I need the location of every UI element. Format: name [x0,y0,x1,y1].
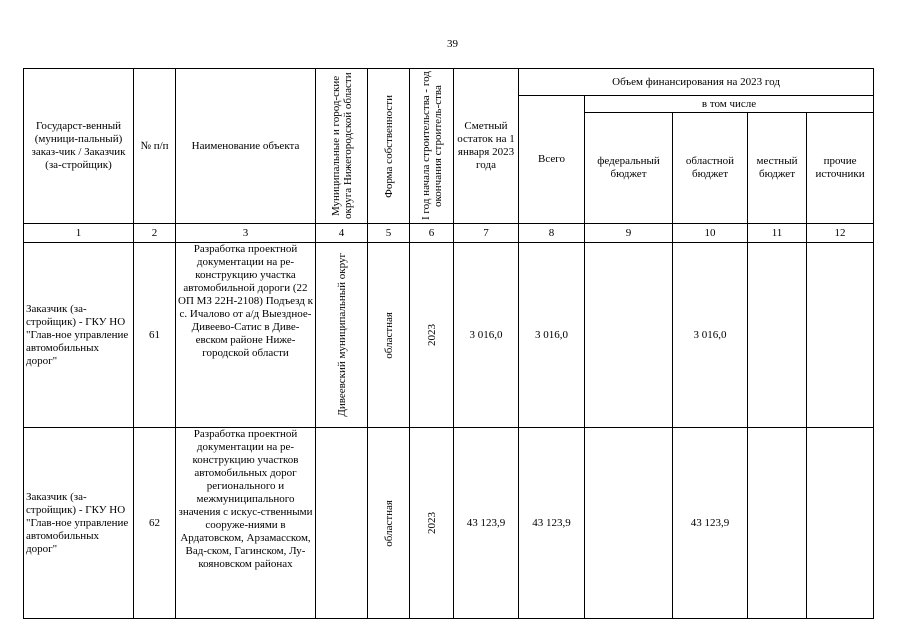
column-number: 1 [24,224,134,243]
column-number: 9 [585,224,673,243]
row-regional: 43 123,9 [673,428,748,619]
row-municipality-cell [316,243,368,428]
financing-table [23,68,874,619]
table-row [24,243,874,428]
column-number: 6 [410,224,454,243]
row-local [748,428,807,619]
row-other [807,243,874,428]
row-object-name: Разработка проектной документации на ре-конструкцию участков автомобильных дорог регионального и межмуниципального значения с искус-ственными сооруже-ниями в Ардатовском, Арзамасском, Вад-ском, Гагинском, Лу-кояновском районах [178,428,313,570]
header-num: № п/п [134,69,176,224]
row-object-name-cell [176,428,316,619]
column-number: 2 [134,224,176,243]
column-number: 8 [519,224,585,243]
header-ownership-cell [368,69,410,224]
column-number: 12 [807,224,874,243]
header-regional: областной бюджет [673,113,748,224]
row-federal [585,428,673,619]
header-ownership: Форма собственности [382,94,395,198]
row-num: 61 [134,243,176,428]
header-estimate: Сметный остаток на 1 января 2023 года [454,69,519,224]
row-object-name: Разработка проектной документации на ре-конструкцию участка автомобильной дороги (22 ОП МЗ 22Н-2108) Подъезд к с. Ичалово от а/д Выездное-Дивеево-Сатис в Диве-евском районе Ниже-городской области [176,243,316,428]
row-year: 2023 [425,512,438,534]
row-total: 3 016,0 [519,243,585,428]
column-number: 7 [454,224,519,243]
column-number: 4 [316,224,368,243]
row-num: 62 [134,428,176,619]
row-ownership: областная [382,311,395,359]
header-federal: федеральный бюджет [585,113,673,224]
column-number: 11 [748,224,807,243]
row-year-cell [410,428,454,619]
row-total: 43 123,9 [519,428,585,619]
column-number: 5 [368,224,410,243]
table-row [24,428,874,619]
header-other: прочие источники [807,113,874,224]
row-other [807,428,874,619]
row-ownership: областная [382,499,395,547]
row-local [748,243,807,428]
row-ownership-cell [368,428,410,619]
header-customer: Государст-венный (муници-пальный) заказ-чик / Заказчик (за-стройщик) [24,69,134,224]
row-regional: 3 016,0 [673,243,748,428]
header-municipality: Муниципальные и город-ские округа Нижегородской области [329,72,354,220]
row-year-cell [410,243,454,428]
header-object-name: Наименование объекта [176,69,316,224]
header-total: Всего [519,96,585,224]
row-customer: Заказчик (за-стройщик) - ГКУ НО "Глав-ное управление автомобильных дорог" [24,428,134,619]
row-municipality: Дивеевский муниципальный округ [335,253,348,417]
row-ownership-cell [368,243,410,428]
header-municipality-cell [316,69,368,224]
header-local: местный бюджет [748,113,807,224]
header-including: в том числе [585,96,874,113]
row-estimate: 43 123,9 [454,428,519,619]
header-financing: Объем финансирования на 2023 год [519,69,874,96]
column-number: 10 [673,224,748,243]
page-number: 39 [447,38,458,50]
row-customer: Заказчик (за-стройщик) - ГКУ НО "Глав-ное управление автомобильных дорог" [24,243,134,428]
header-years-cell [410,69,454,224]
row-federal [585,243,673,428]
header-years: I год начала строительства - год окончания строитель-ства [419,71,444,221]
row-municipality-cell [316,428,368,619]
row-year: 2023 [425,324,438,346]
row-estimate: 3 016,0 [454,243,519,428]
column-number: 3 [176,224,316,243]
